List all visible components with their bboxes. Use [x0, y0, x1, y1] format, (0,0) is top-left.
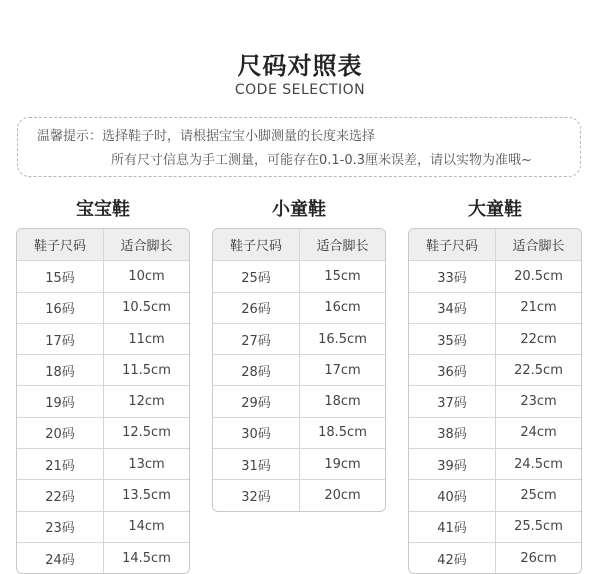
foot-length-cell: 14.5cm — [122, 550, 171, 566]
shoe-size-cell: 20码 — [17, 418, 104, 448]
foot-length-cell: 11.5cm — [122, 362, 171, 378]
shoe-size-cell: 15码 — [17, 261, 104, 291]
group-title: 小童鞋 — [272, 199, 326, 220]
shoe-size-cell: 16码 — [17, 293, 104, 323]
foot-length-cell: 12.5cm — [122, 425, 171, 441]
table-row — [409, 354, 581, 385]
shoe-size-cell: 21码 — [17, 449, 104, 479]
shoe-size-cell: 37码 — [409, 386, 496, 416]
table-row — [213, 417, 385, 448]
table-row — [17, 323, 189, 354]
shoe-size-cell: 19码 — [17, 386, 104, 416]
foot-length-cell: 24.5cm — [514, 456, 563, 472]
table-row — [17, 260, 189, 291]
shoe-size-cell: 26码 — [213, 293, 300, 323]
size-table — [16, 228, 190, 574]
table-row — [17, 448, 189, 479]
foot-length-cell: 10.5cm — [122, 300, 171, 316]
foot-length-cell: 11cm — [128, 331, 165, 347]
table-row — [409, 260, 581, 291]
foot-length-cell: 13cm — [128, 456, 165, 472]
table-row — [213, 323, 385, 354]
notice-line-2: 所有尺寸信息为手工测量，可能存在0.1-0.3厘米误差，请以实物为准哦~ — [111, 153, 532, 168]
shoe-size-cell: 34码 — [409, 293, 496, 323]
table-row — [17, 417, 189, 448]
shoe-size-cell: 32码 — [213, 480, 300, 510]
shoe-size-cell: 27码 — [213, 324, 300, 354]
header-foot-length: 适合脚长 — [120, 239, 173, 255]
table-row — [17, 542, 189, 573]
header-size: 鞋子尺码 — [213, 229, 300, 260]
table-row — [213, 385, 385, 416]
group-title: 大童鞋 — [468, 199, 522, 220]
table-row — [17, 479, 189, 510]
table-row — [17, 511, 189, 542]
foot-length-cell: 22.5cm — [514, 362, 563, 378]
shoe-size-cell: 18码 — [17, 355, 104, 385]
foot-length-cell: 20.5cm — [514, 268, 563, 284]
table-row — [409, 323, 581, 354]
shoe-size-cell: 24码 — [17, 543, 104, 573]
foot-length-cell: 13.5cm — [122, 488, 171, 504]
shoe-size-cell: 41码 — [409, 512, 496, 542]
foot-length-cell: 10cm — [128, 268, 165, 284]
shoe-size-cell: 33码 — [409, 261, 496, 291]
table-row — [409, 542, 581, 573]
header-foot-length: 适合脚长 — [512, 239, 565, 255]
foot-length-cell: 21cm — [520, 300, 557, 316]
foot-length-cell: 26cm — [520, 550, 557, 566]
foot-length-cell: 14cm — [128, 519, 165, 535]
shoe-size-cell: 31码 — [213, 449, 300, 479]
table-row — [213, 260, 385, 291]
table-header-row — [17, 229, 189, 260]
shoe-size-cell: 36码 — [409, 355, 496, 385]
shoe-size-cell: 22码 — [17, 480, 104, 510]
foot-length-cell: 18cm — [324, 394, 361, 410]
table-row — [409, 448, 581, 479]
page-subtitle: CODE SELECTION — [234, 82, 366, 98]
shoe-size-cell: 28码 — [213, 355, 300, 385]
shoe-size-cell: 17码 — [17, 324, 104, 354]
foot-length-cell: 18.5cm — [318, 425, 367, 441]
table-row — [17, 292, 189, 323]
foot-length-cell: 12cm — [128, 394, 165, 410]
notice-line-1: 温馨提示：选择鞋子时，请根据宝宝小脚测量的长度来选择 — [37, 129, 376, 144]
shoe-size-cell: 30码 — [213, 418, 300, 448]
foot-length-cell: 22cm — [520, 331, 557, 347]
table-row — [213, 354, 385, 385]
foot-length-cell: 20cm — [324, 488, 361, 504]
header-foot-length: 适合脚长 — [316, 239, 369, 255]
foot-length-cell: 23cm — [520, 394, 557, 410]
table-row — [213, 292, 385, 323]
page-title: 尺码对照表 — [237, 52, 363, 80]
size-group-big-kids — [408, 196, 582, 574]
header-size: 鞋子尺码 — [17, 229, 104, 260]
foot-length-cell: 19cm — [324, 456, 361, 472]
header-size: 鞋子尺码 — [409, 229, 496, 260]
shoe-size-cell: 40码 — [409, 480, 496, 510]
table-row — [213, 448, 385, 479]
foot-length-cell: 17cm — [324, 362, 361, 378]
shoe-size-cell: 35码 — [409, 324, 496, 354]
shoe-size-cell: 42码 — [409, 543, 496, 573]
shoe-size-cell: 39码 — [409, 449, 496, 479]
table-row — [409, 385, 581, 416]
shoe-size-cell: 23码 — [17, 512, 104, 542]
foot-length-cell: 16.5cm — [318, 331, 367, 347]
foot-length-cell: 25.5cm — [514, 519, 563, 535]
foot-length-cell: 25cm — [520, 488, 557, 504]
table-row — [409, 417, 581, 448]
size-table — [212, 228, 386, 512]
foot-length-cell: 16cm — [324, 300, 361, 316]
shoe-size-cell: 25码 — [213, 261, 300, 291]
table-row — [17, 385, 189, 416]
table-row — [409, 511, 581, 542]
size-group-small-kids — [212, 196, 386, 512]
table-row — [409, 479, 581, 510]
table-row — [409, 292, 581, 323]
shoe-size-cell: 38码 — [409, 418, 496, 448]
table-row — [213, 479, 385, 510]
table-header-row — [409, 229, 581, 260]
foot-length-cell: 15cm — [324, 268, 361, 284]
size-table — [408, 228, 582, 574]
shoe-size-cell: 29码 — [213, 386, 300, 416]
table-header-row — [213, 229, 385, 260]
table-row — [17, 354, 189, 385]
group-title: 宝宝鞋 — [76, 199, 130, 220]
size-group-baby — [16, 196, 190, 574]
foot-length-cell: 24cm — [520, 425, 557, 441]
